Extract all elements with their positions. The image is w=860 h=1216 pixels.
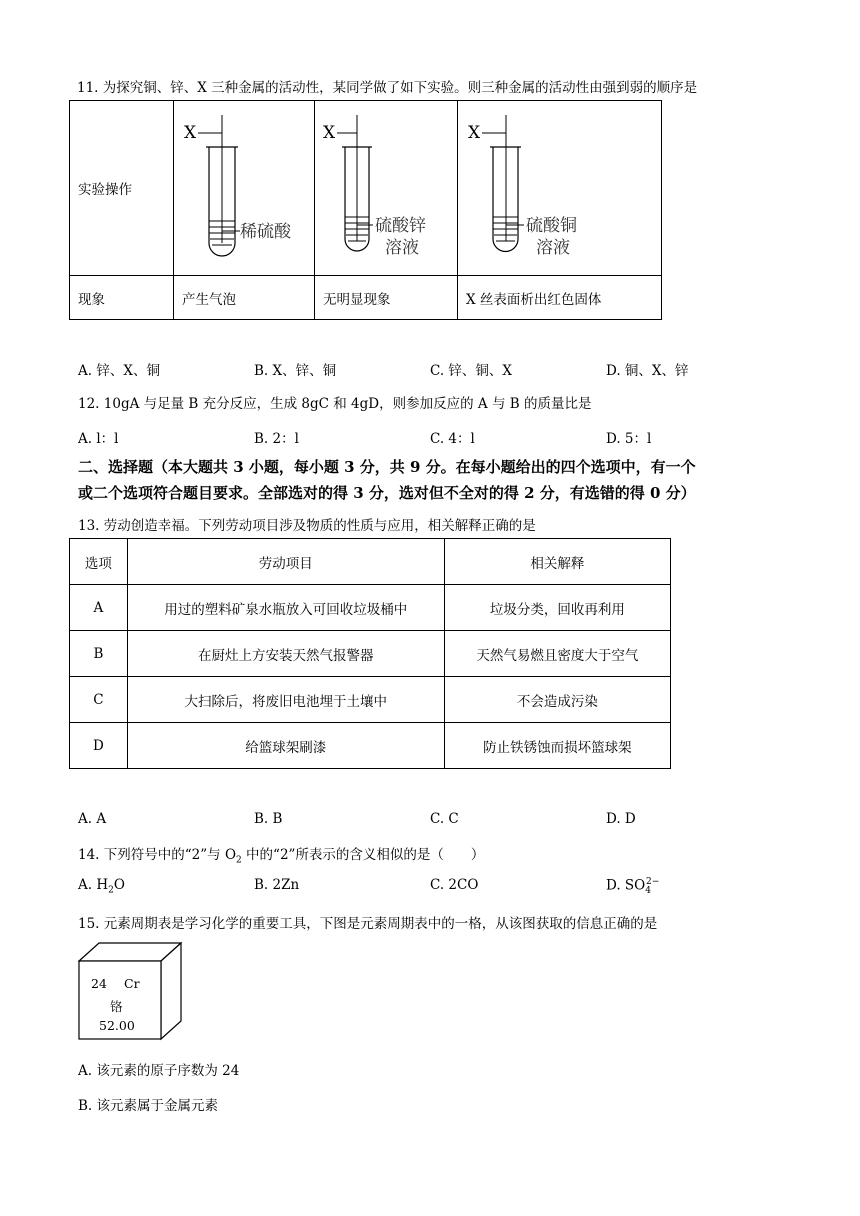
q13-option-b: B. B — [254, 811, 283, 827]
q11-stem: 11. 为探究铜、锌、X 三种金属的活动性，某同学做了如下实验。则三种金属的活动性由强到弱的顺序是 — [77, 80, 698, 96]
q14-option-c: C. 2CO — [430, 877, 479, 893]
q13-header-row — [70, 539, 671, 585]
q13-header-option: 选项 — [70, 539, 128, 585]
q13-row-c-project: 大扫除后，将废旧电池埋于土壤中 — [127, 677, 444, 723]
solution-label-3a: 硫酸铜 — [526, 216, 577, 236]
element-name: 铬 — [110, 999, 123, 1014]
q12-option-c: C. 4：l — [430, 431, 475, 447]
q11-row-label-operation: 实验操作 — [70, 101, 174, 276]
q13-header-project: 劳动项目 — [127, 539, 444, 585]
table-row — [70, 677, 671, 723]
q13-row-c-explanation: 不会造成污染 — [444, 677, 670, 723]
q14-option-b: B. 2Zn — [254, 877, 300, 893]
q13-row-b-explanation: 天然气易燃且密度大于空气 — [444, 631, 670, 677]
q14-option-d: D. $SO_4^{2-}$ — [606, 877, 660, 897]
q13-row-d-explanation: 防止铁锈蚀而损坏篮球架 — [444, 723, 670, 769]
q13-option-d: D. D — [606, 811, 636, 827]
q13-option-a: A. A — [78, 811, 107, 827]
table-row — [70, 631, 671, 677]
periodic-table-cell — [78, 941, 182, 1041]
solution-label-1: 稀硫酸 — [240, 222, 291, 242]
section2-heading-line2: 或二个选项符合题目要求。全部选对的得 3 分，选对但不全对的得 2 分，有选错的得 0 分） — [78, 484, 696, 502]
solution-label-2a: 硫酸锌 — [375, 216, 426, 236]
q12-option-a: A. l：l — [78, 431, 119, 447]
q15-option-a: A. 该元素的原子序数为 24 — [78, 1063, 240, 1079]
q14-option-a: A. $H_2O$ — [78, 877, 125, 896]
element-atomic-mass: 52.00 — [99, 1018, 135, 1033]
table-row — [70, 585, 671, 631]
test-tube-diagram-1 — [174, 101, 314, 271]
section2-heading-line1: 二、选择题（本大题共 3 小题，每小题 3 分，共 9 分。在每小题给出的四个选项中，有一个 — [78, 458, 696, 476]
q14-stem: 14. 下列符号中的“2”与 $O_2$ 中的“2”所表示的含义相似的是（ ） — [78, 847, 485, 866]
element-atomic-number: 24 — [91, 976, 107, 991]
q11-option-b: B. X、锌、铜 — [254, 363, 337, 379]
q12-stem: 12. 10gA 与足量 B 充分反应，生成 8gC 和 4gD，则参加反应的 A 与 B 的质量比是 — [78, 396, 592, 412]
q15-option-b: B. 该元素属于金属元素 — [78, 1098, 219, 1114]
q13-row-d-option: D — [70, 723, 128, 769]
q11-option-c: C. 锌、铜、X — [430, 363, 513, 379]
test-tube-diagram-2 — [315, 101, 457, 271]
q13-stem: 13. 劳动创造幸福。下列劳动项目涉及物质的性质与应用，相关解释正确的是 — [78, 518, 536, 534]
q11-tube-cell-3 — [458, 101, 662, 276]
wire-label-2: X — [323, 123, 336, 143]
wire-label-1: X — [184, 123, 197, 143]
q12-option-d: D. 5：l — [606, 431, 652, 447]
q11-tube-cell-2 — [315, 101, 458, 276]
q13-row-a-option: A — [70, 585, 128, 631]
q12-option-b: B. 2：l — [254, 431, 299, 447]
q15-stem: 15. 元素周期表是学习化学的重要工具，下图是元素周期表中的一格，从该图获取的信息正确的是 — [78, 916, 658, 932]
q13-option-c: C. C — [430, 811, 459, 827]
q11-option-d: D. 铜、X、锌 — [606, 363, 689, 379]
element-symbol: Cr — [124, 976, 140, 991]
q11-row-label-phenomenon: 现象 — [70, 276, 174, 320]
q11-table — [69, 100, 662, 320]
test-tube-diagram-3 — [458, 101, 661, 271]
q13-row-b-project: 在厨灶上方安装天然气报警器 — [127, 631, 444, 677]
q11-phenomenon-3: X 丝表面析出红色固体 — [458, 276, 662, 320]
solution-label-3b: 溶液 — [536, 238, 570, 258]
solution-label-2b: 溶液 — [385, 238, 419, 258]
q11-phenomenon-2: 无明显现象 — [315, 276, 458, 320]
q13-header-explanation: 相关解释 — [444, 539, 670, 585]
q13-row-d-project: 给篮球架刷漆 — [127, 723, 444, 769]
q13-row-a-project: 用过的塑料矿泉水瓶放入可回收垃圾桶中 — [127, 585, 444, 631]
q13-row-b-option: B — [70, 631, 128, 677]
q13-row-a-explanation: 垃圾分类，回收再利用 — [444, 585, 670, 631]
q11-tube-cell-1 — [174, 101, 315, 276]
q13-row-c-option: C — [70, 677, 128, 723]
table-row — [70, 723, 671, 769]
q11-option-a: A. 锌、X、铜 — [78, 363, 160, 379]
q11-phenomenon-1: 产生气泡 — [174, 276, 315, 320]
wire-label-3: X — [468, 123, 481, 143]
q13-table — [69, 538, 671, 769]
